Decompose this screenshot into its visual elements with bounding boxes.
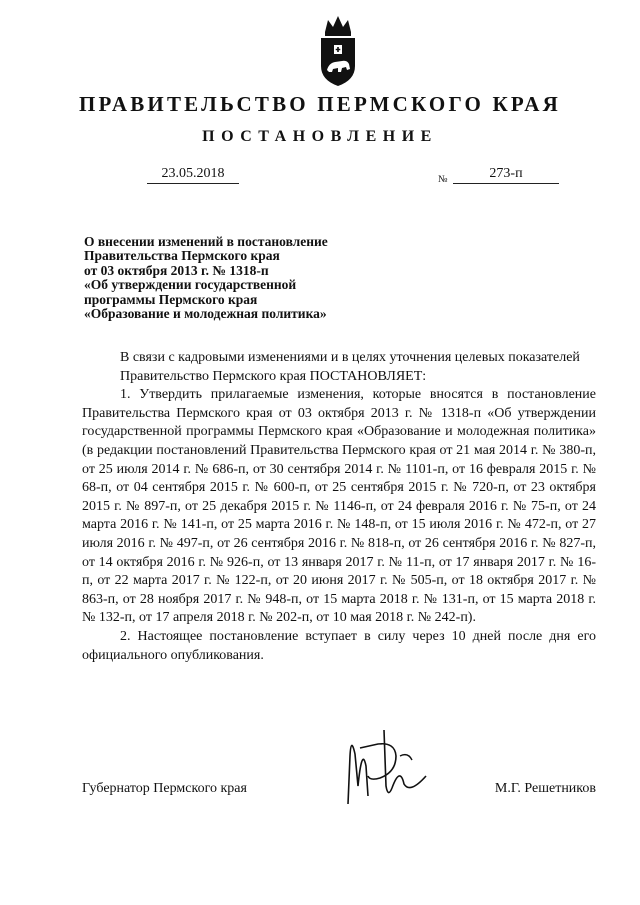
subject-line: от 03 октября 2013 г. № 1318-п [84,262,269,278]
body-paragraph: 2. Настоящее постановление вступает в силу через 10 дней после дня его официального опубликования. [82,628,596,663]
perm-krai-coat-of-arms-icon [315,14,361,88]
subject-line: О внесении изменений в постановление [84,234,328,249]
signatory-name: М.Г. Решетников [494,781,596,796]
organization-title: ПРАВИТЕЛЬСТВО ПЕРМСКОГО КРАЯ [78,92,561,116]
document-number: 273-п [453,166,559,184]
subject-line: Правительства Пермского края [84,248,280,264]
subject-line: программы Пермского края [84,291,258,307]
subject-line: «Об утверждении государственной [84,277,297,293]
body-paragraph: Правительство Пермского края ПОСТАНОВЛЯЕТ: [120,368,427,384]
document-date: 23.05.2018 [147,166,239,184]
subject-line: «Образование и молодежная политика» [84,306,327,322]
document-type: ПОСТАНОВЛЕНИЕ [202,128,438,145]
number-sign: № [438,174,448,185]
body-paragraph: В связи с кадровыми изменениями и в целях уточнения целевых показателей [120,350,580,365]
body-paragraph: 1. Утвердить прилагаемые изменения, которые вносятся в постановление Правительства Пермского края от 03 октября 2013 г. № 1318-п «Об утверждении государственной программы Пермского края «Образование и молодежная политика» (в редакции постановлений Правительства Пермского края от 21 мая 2014 г. № 380-п, от 25 июля 2014 г. № 686-п, от 30 сентября 2014 г. № 1101-п, от 16 февраля 2015 г. № 68-п, от 04 сентября 2015 г. № 600-п, от 25 сентября 2015 г. № 720-п, от 23 октября 2015 г. № 897-п, от 25 декабря 2015 г. № 1146-п, от 24 февраля 2016 г. № 75-п, от 24 марта 2016 г. № 141-п, от 25 марта 2016 г. № 148-п, от 15 июля 2016 г. № 472-п, от 27 июля 2016 г. № 497-п, от 26 сентября 2016 г. № 818-п, от 26 сентября 2016 г. № 827-п, от 14 октября 2016 г. № 926-п, от 13 января 2017 г. № 11-п, от 17 января 2017 г. № 16-п, от 22 марта 2017 г. № 122-п, от 20 июня 2017 г. № 505-п, от 18 октября 2017 г. № 863-п, от 28 ноября 2017 г. № 948-п, от 15 марта 2018 г. № 131-п, от 15 марта 2018 г. № 132-п, от 17 апреля 2018 г. № 202-п, от 10 мая 2018 г. № 242-п). [82,387,596,626]
document-body [82,349,596,665]
document-subject [84,235,384,321]
signature-block [82,781,596,801]
signatory-position: Губернатор Пермского края [82,781,247,796]
